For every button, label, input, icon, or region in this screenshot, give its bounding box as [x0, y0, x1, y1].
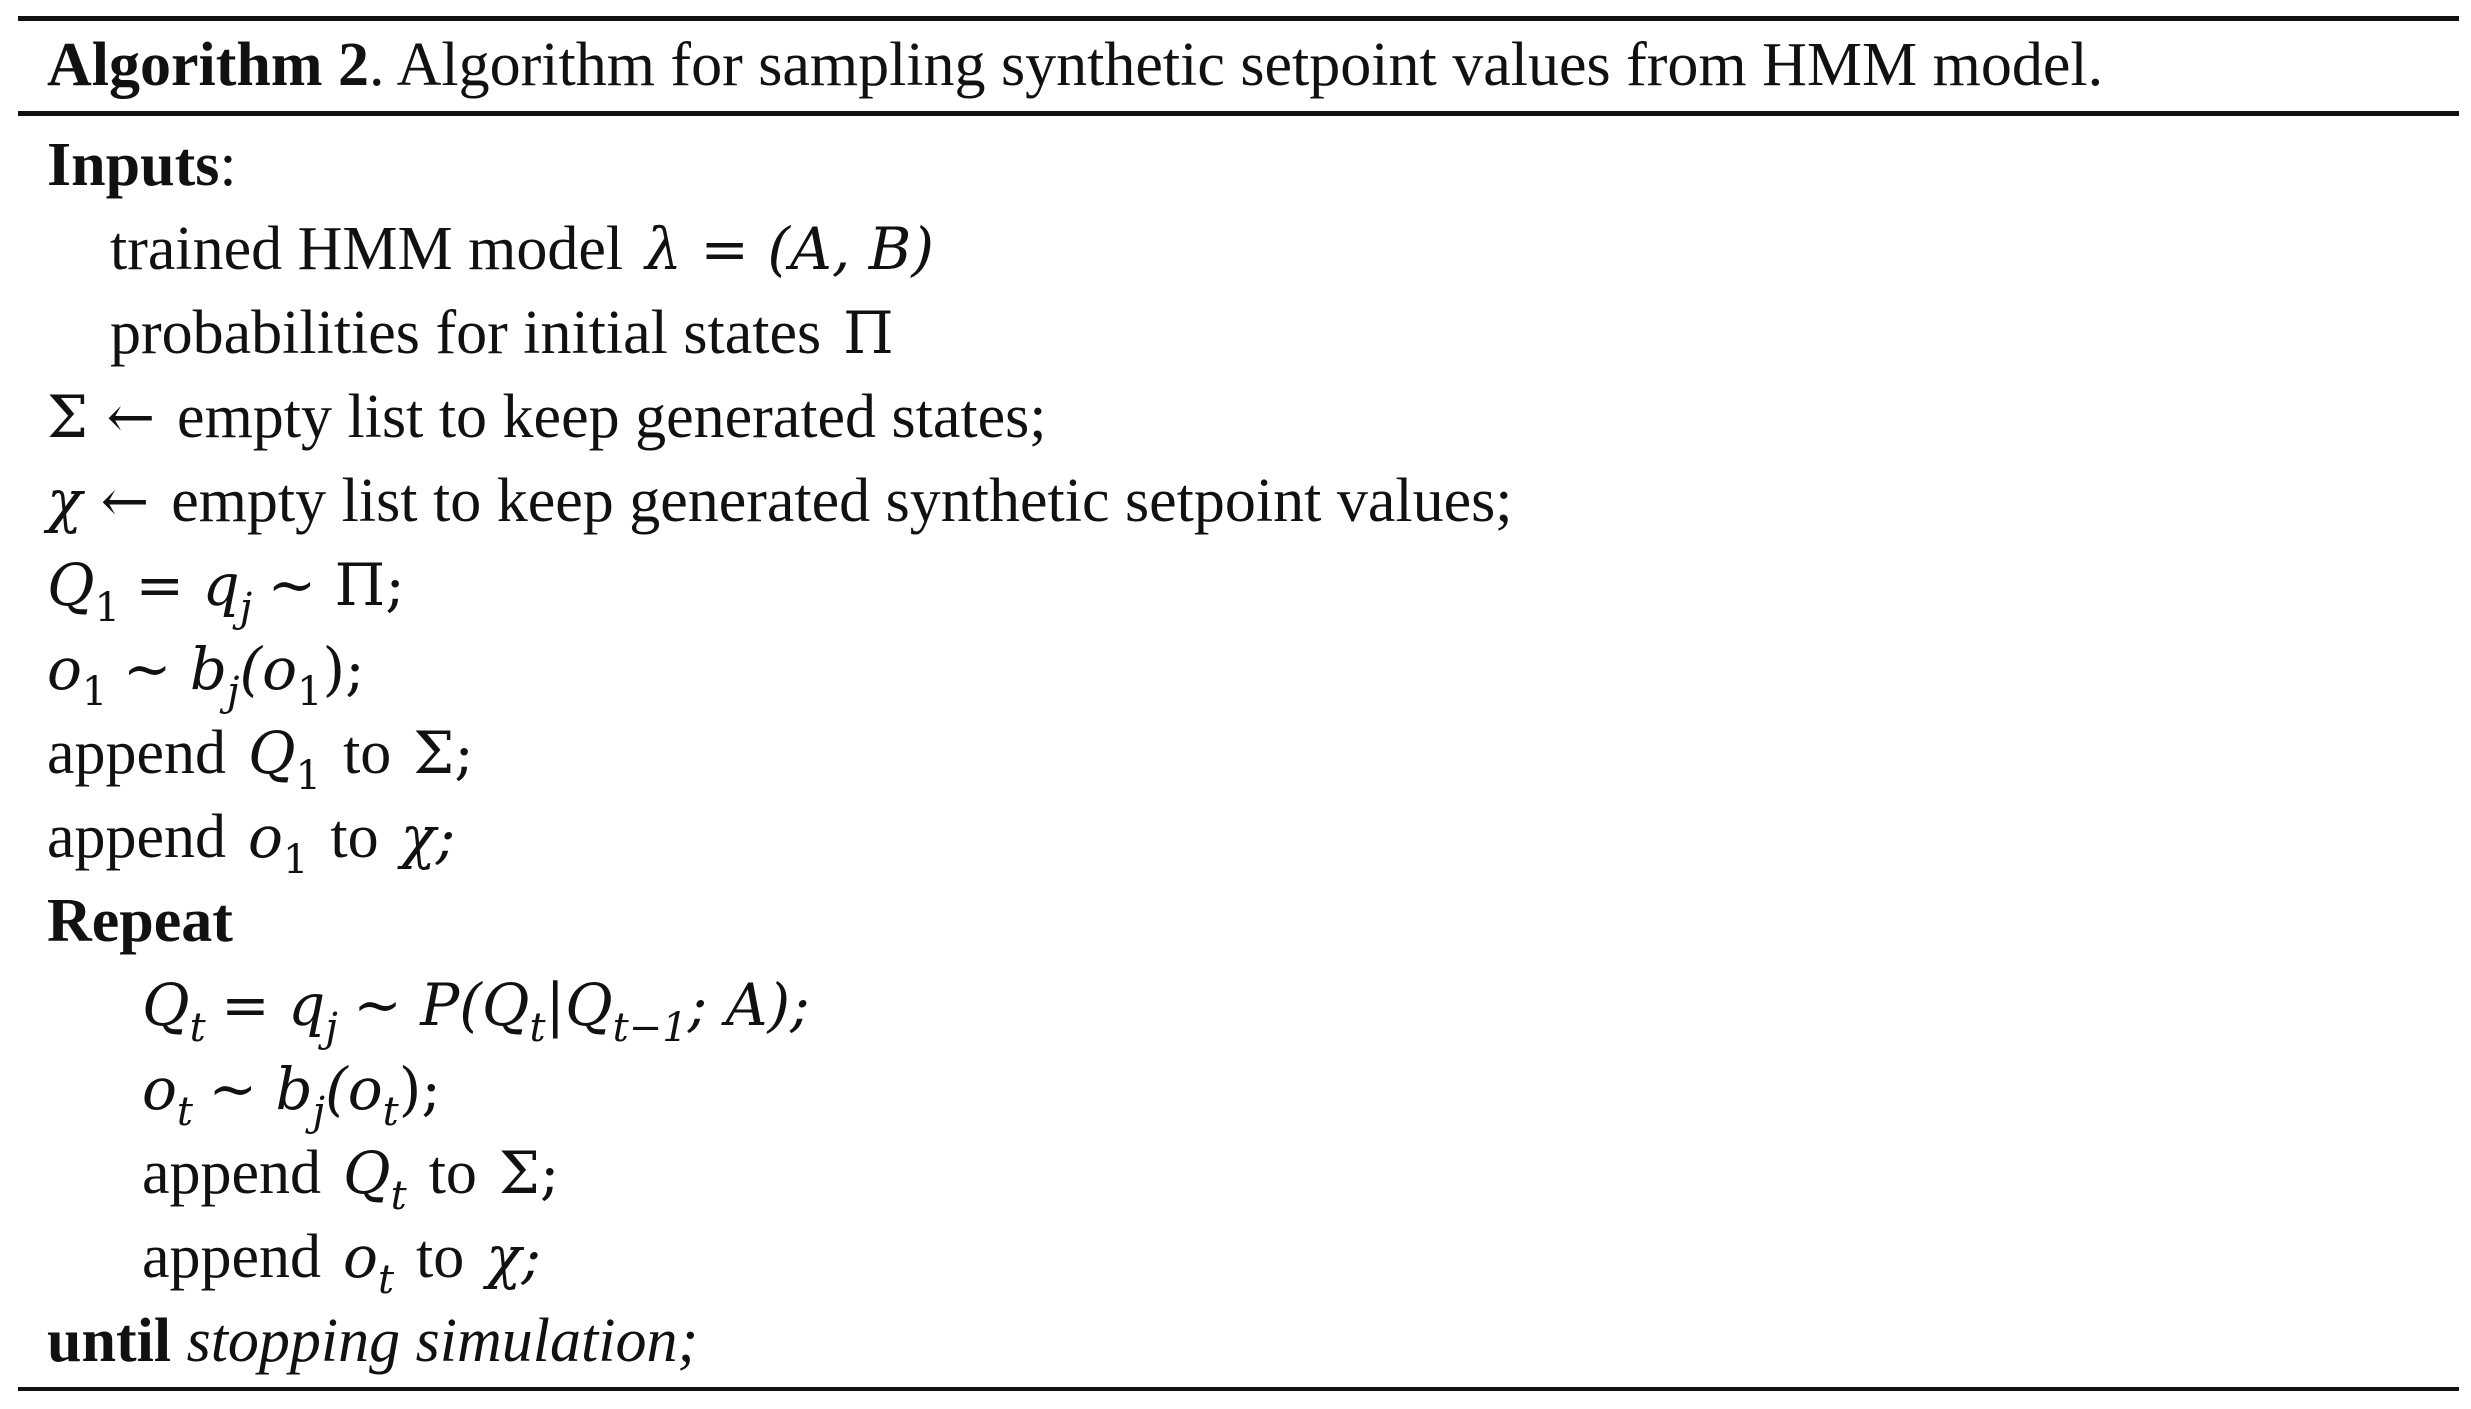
- ot-tail: );: [398, 1055, 441, 1123]
- inputs-colon: :: [219, 131, 237, 199]
- q1-var: Q: [47, 551, 95, 619]
- until-keyword: until: [47, 1307, 172, 1375]
- qt-var: Q: [142, 971, 190, 1039]
- input-init-symbol: Π: [843, 299, 894, 367]
- o1-line: [47, 630, 365, 715]
- chi-text: empty list to keep generated synthetic setpoint values;: [171, 467, 1513, 535]
- q1-sub: 1: [94, 585, 121, 631]
- algorithm-caption: [47, 25, 2103, 105]
- append-qt-word: append: [142, 1139, 322, 1207]
- q1-line: [47, 546, 405, 631]
- ot-paren: (o: [325, 1055, 383, 1123]
- ot-line: [142, 1050, 441, 1135]
- qt-tail-b: |Q: [545, 971, 613, 1039]
- append-qt-sub: t: [390, 1173, 407, 1219]
- inputs-heading-line: [47, 126, 237, 204]
- top-rule: [18, 16, 2459, 21]
- chi-symbol: χ ←: [47, 467, 150, 535]
- caption-text: . Algorithm for sampling synthetic setpoint values from HMM model.: [369, 31, 2104, 99]
- append-ot-var: o: [343, 1223, 378, 1291]
- append-q1-line: [47, 714, 474, 799]
- o1-sub-j: j: [227, 669, 240, 715]
- input-init-text: probabilities for initial states: [110, 299, 822, 367]
- append-o1-target: χ;: [400, 803, 456, 871]
- append-o1-sub: 1: [282, 837, 309, 883]
- input-model-expr: λ = (A, B): [645, 215, 935, 283]
- append-q1-var: Q: [248, 719, 296, 787]
- append-ot-line: [142, 1218, 541, 1303]
- input-init-line: [110, 294, 894, 372]
- sigma-text: empty list to keep generated states;: [177, 383, 1047, 451]
- qt-mid: = q: [221, 971, 326, 1039]
- qt-tail-sub2: t−1: [612, 1005, 688, 1051]
- append-qt-target: Σ;: [498, 1139, 560, 1207]
- qt-tail-c: ; A);: [687, 971, 810, 1039]
- until-line: [47, 1302, 698, 1380]
- inputs-heading: Inputs: [47, 131, 220, 199]
- append-ot-to: to: [416, 1223, 465, 1291]
- qt-sub-j: j: [325, 1005, 338, 1051]
- append-q1-to: to: [343, 719, 392, 787]
- append-ot-word: append: [142, 1223, 322, 1291]
- q1-sub-j: j: [239, 585, 253, 631]
- o1-paren-sub: 1: [297, 669, 323, 715]
- sigma-init-line: [47, 378, 1047, 456]
- input-model-text: trained HMM model: [110, 215, 624, 283]
- ot-var: o: [142, 1055, 177, 1123]
- bottom-rule: [18, 1387, 2459, 1391]
- qt-tail-a: ~ P(Q: [353, 971, 530, 1039]
- append-qt-var: Q: [343, 1139, 391, 1207]
- qt-sub: t: [189, 1005, 206, 1051]
- caption-label: Algorithm 2: [47, 31, 370, 99]
- input-model-line: [110, 210, 934, 288]
- append-o1-var: o: [248, 803, 283, 871]
- append-q1-word: append: [47, 719, 227, 787]
- append-o1-line: [47, 798, 455, 883]
- ot-paren-sub: t: [382, 1089, 399, 1135]
- caption-rule: [18, 111, 2459, 116]
- append-o1-to: to: [330, 803, 379, 871]
- chi-init-line: [47, 462, 1512, 540]
- append-qt-to: to: [428, 1139, 477, 1207]
- o1-paren: (o: [239, 635, 297, 703]
- repeat-line: [47, 882, 233, 960]
- append-q1-sub: 1: [295, 753, 322, 799]
- q1-tail: ~ Π;: [267, 551, 405, 619]
- append-ot-target: χ;: [486, 1223, 541, 1291]
- ot-sub-j: j: [312, 1089, 326, 1135]
- o1-rest: ~ b: [122, 635, 228, 703]
- append-o1-word: append: [47, 803, 227, 871]
- append-q1-target: Σ;: [413, 719, 474, 787]
- sigma-symbol: Σ ←: [47, 383, 156, 451]
- until-condition: stopping simulation;: [186, 1307, 699, 1375]
- qt-line: [142, 966, 810, 1051]
- qt-tail-sub: t: [529, 1005, 546, 1051]
- repeat-keyword: Repeat: [47, 887, 233, 955]
- o1-sub: 1: [81, 669, 108, 715]
- append-qt-line: [142, 1134, 559, 1219]
- o1-tail: );: [322, 635, 365, 703]
- ot-mid: ~ b: [208, 1055, 313, 1123]
- append-ot-sub: t: [377, 1257, 395, 1303]
- q1-rest: = q: [135, 551, 240, 619]
- ot-sub: t: [176, 1089, 193, 1135]
- o1-var: o: [47, 635, 82, 703]
